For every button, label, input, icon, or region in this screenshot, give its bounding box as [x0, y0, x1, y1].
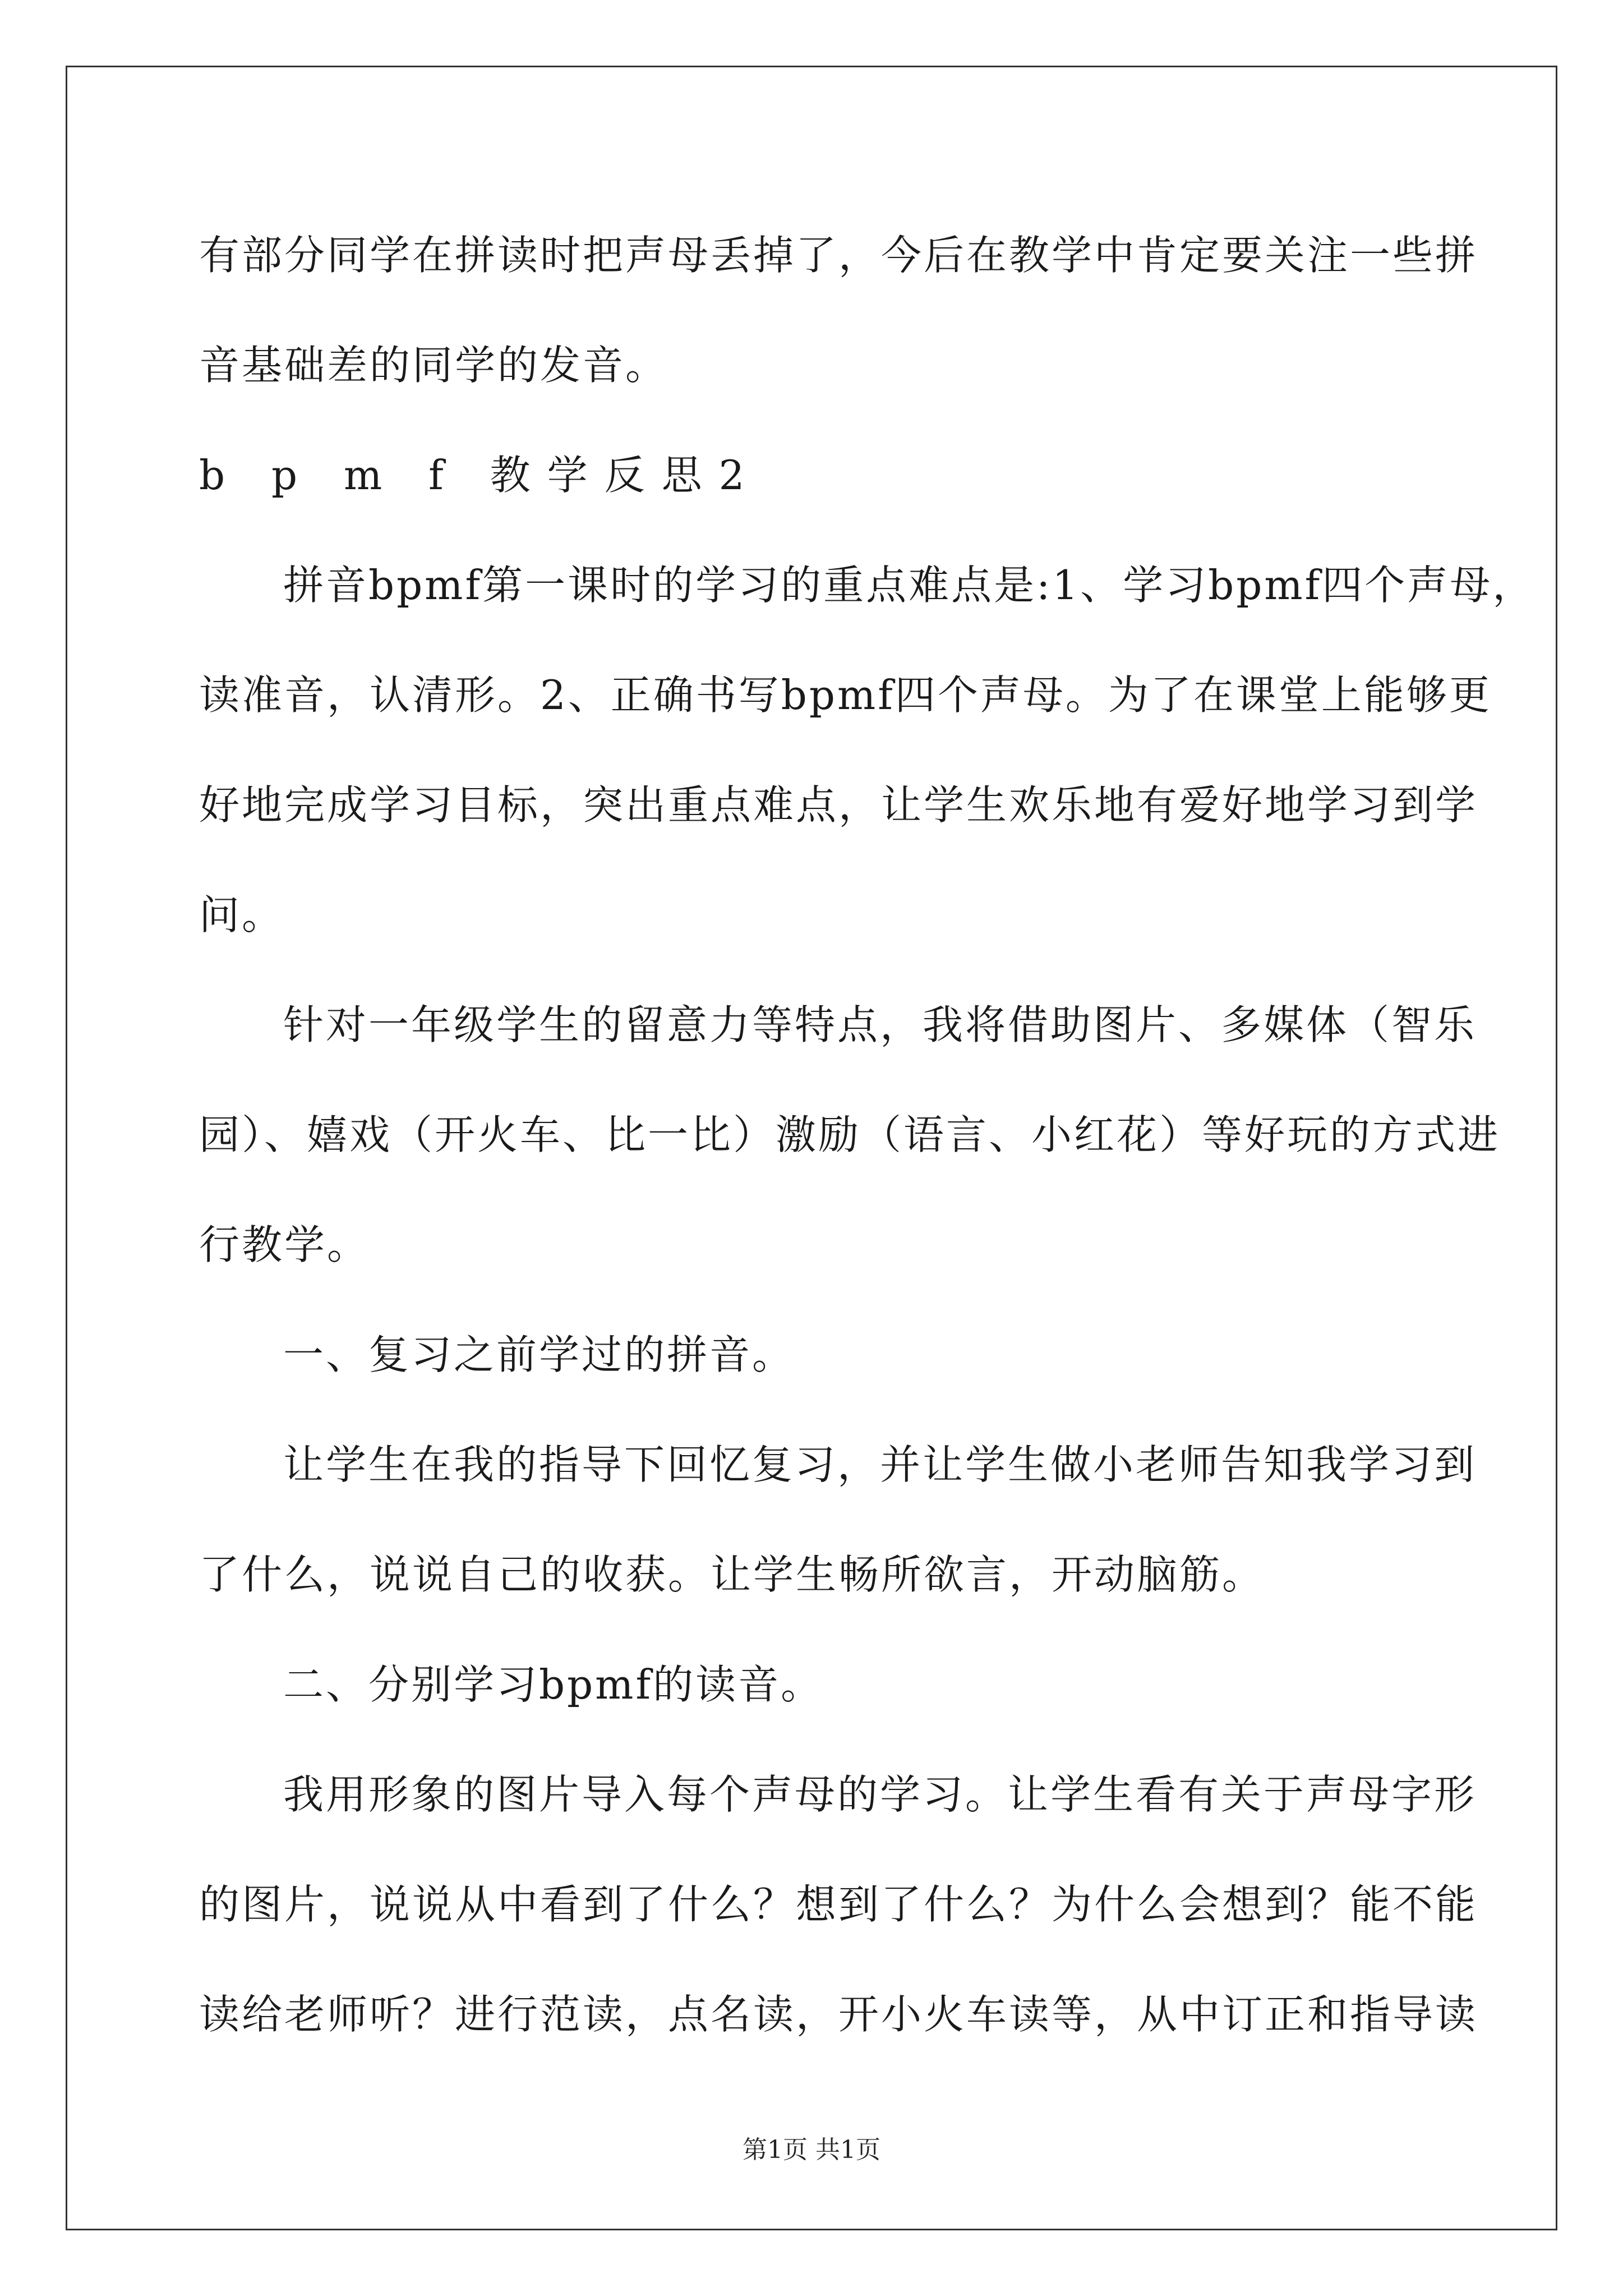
section-heading: b p m f 教学反思2 — [199, 452, 762, 499]
paragraph-line: 针对一年级学生的留意力等特点，我将借助图片、多媒体（智乐 — [283, 1001, 1477, 1048]
section-heading: 二、分别学习bpmf的读音。 — [283, 1661, 824, 1708]
paragraph-line: 读准音，认清形。2、正确书写bpmf四个声母。为了在课堂上能够更 — [199, 671, 1492, 719]
paragraph-line: 了什么，说说自己的收获。让学生畅所欲言，开动脑筋。 — [199, 1551, 1265, 1598]
paragraph-line: 拼音bpmf第一课时的学习的重点难点是:1、学习bpmf四个声母， — [283, 562, 1536, 609]
paragraph-line: 让学生在我的指导下回忆复习，并让学生做小老师告知我学习到 — [283, 1441, 1477, 1488]
paragraph-line: 音基础差的同学的发音。 — [199, 342, 668, 389]
paragraph-line: 我用形象的图片导入每个声母的学习。让学生看有关于声母字形 — [283, 1771, 1477, 1818]
paragraph-line: 有部分同学在拼读时把声母丢掉了，今后在教学中肯定要关注一些拼 — [199, 232, 1478, 279]
page-footer: 第1页 共1页 — [743, 2136, 880, 2164]
paragraph-line: 好地完成学习目标，突出重点难点，让学生欢乐地有爱好地学习到学 — [199, 781, 1478, 829]
paragraph-line: 园）、嬉戏（开火车、比一比）激励（语言、小红花）等好玩的方式进 — [199, 1111, 1501, 1158]
paragraph-line: 读给老师听？进行范读，点名读，开小火车读等，从中订正和指导读 — [199, 1991, 1478, 2038]
paragraph-line: 问。 — [199, 891, 285, 938]
section-heading: 一、复习之前学过的拼音。 — [283, 1331, 795, 1378]
paragraph-line: 的图片，说说从中看到了什么？想到了什么？为什么会想到？能不能 — [199, 1881, 1478, 1928]
paragraph-line: 行教学。 — [199, 1221, 370, 1268]
